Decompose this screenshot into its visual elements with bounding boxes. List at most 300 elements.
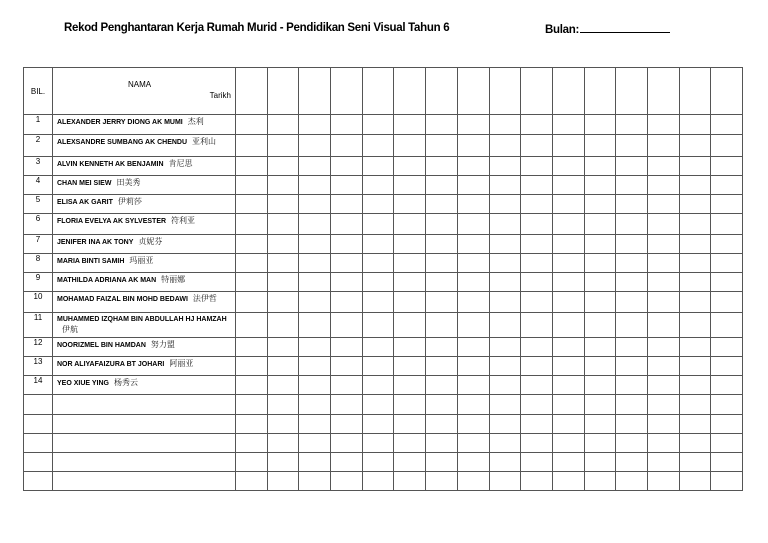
submission-cell[interactable] [362,338,394,357]
submission-cell[interactable] [331,273,363,292]
submission-cell[interactable] [267,176,299,195]
submission-cell[interactable] [457,313,489,338]
submission-cell[interactable] [647,415,679,434]
submission-cell[interactable] [331,434,363,453]
submission-cell[interactable] [584,157,616,176]
submission-cell[interactable] [489,472,521,491]
submission-cell[interactable] [331,214,363,235]
submission-cell[interactable] [521,157,553,176]
submission-cell[interactable] [457,472,489,491]
submission-cell[interactable] [236,434,268,453]
submission-cell[interactable] [489,254,521,273]
submission-cell[interactable] [521,453,553,472]
submission-cell[interactable] [489,395,521,415]
submission-cell[interactable] [457,157,489,176]
submission-cell[interactable] [236,254,268,273]
submission-cell[interactable] [267,376,299,395]
submission-cell[interactable] [584,338,616,357]
submission-cell[interactable] [679,273,711,292]
submission-cell[interactable] [267,292,299,313]
submission-cell[interactable] [711,235,743,254]
submission-cell[interactable] [552,115,584,135]
date-header-cell[interactable] [394,68,426,115]
submission-cell[interactable] [299,254,331,273]
submission-cell[interactable] [711,214,743,235]
submission-cell[interactable] [394,434,426,453]
submission-cell[interactable] [426,176,458,195]
date-header-cell[interactable] [362,68,394,115]
submission-cell[interactable] [489,273,521,292]
submission-cell[interactable] [426,273,458,292]
date-header-cell[interactable] [457,68,489,115]
submission-cell[interactable] [394,176,426,195]
submission-cell[interactable] [331,472,363,491]
submission-cell[interactable] [457,115,489,135]
submission-cell[interactable] [521,195,553,214]
submission-cell[interactable] [616,195,648,214]
submission-cell[interactable] [489,235,521,254]
submission-cell[interactable] [426,434,458,453]
submission-cell[interactable] [647,214,679,235]
submission-cell[interactable] [426,235,458,254]
submission-cell[interactable] [426,135,458,157]
date-header-cell[interactable] [489,68,521,115]
submission-cell[interactable] [394,292,426,313]
submission-cell[interactable] [584,135,616,157]
submission-cell[interactable] [489,292,521,313]
date-header-cell[interactable] [426,68,458,115]
submission-cell[interactable] [552,254,584,273]
submission-cell[interactable] [331,453,363,472]
submission-cell[interactable] [394,135,426,157]
submission-cell[interactable] [584,254,616,273]
submission-cell[interactable] [426,214,458,235]
submission-cell[interactable] [616,176,648,195]
submission-cell[interactable] [647,135,679,157]
submission-cell[interactable] [616,273,648,292]
submission-cell[interactable] [647,376,679,395]
submission-cell[interactable] [647,292,679,313]
submission-cell[interactable] [331,395,363,415]
submission-cell[interactable] [331,254,363,273]
date-header-cell[interactable] [647,68,679,115]
submission-cell[interactable] [584,453,616,472]
submission-cell[interactable] [362,195,394,214]
submission-cell[interactable] [236,376,268,395]
submission-cell[interactable] [711,313,743,338]
submission-cell[interactable] [647,195,679,214]
submission-cell[interactable] [489,376,521,395]
submission-cell[interactable] [679,195,711,214]
submission-cell[interactable] [267,313,299,338]
submission-cell[interactable] [394,195,426,214]
submission-cell[interactable] [616,157,648,176]
submission-cell[interactable] [521,434,553,453]
submission-cell[interactable] [521,214,553,235]
submission-cell[interactable] [521,415,553,434]
submission-cell[interactable] [236,338,268,357]
submission-cell[interactable] [299,157,331,176]
submission-cell[interactable] [394,472,426,491]
submission-cell[interactable] [711,157,743,176]
submission-cell[interactable] [457,434,489,453]
submission-cell[interactable] [331,176,363,195]
submission-cell[interactable] [616,434,648,453]
submission-cell[interactable] [236,357,268,376]
submission-cell[interactable] [362,313,394,338]
submission-cell[interactable] [299,472,331,491]
submission-cell[interactable] [679,235,711,254]
submission-cell[interactable] [521,338,553,357]
submission-cell[interactable] [616,254,648,273]
submission-cell[interactable] [426,376,458,395]
submission-cell[interactable] [267,214,299,235]
submission-cell[interactable] [711,254,743,273]
submission-cell[interactable] [552,135,584,157]
submission-cell[interactable] [521,357,553,376]
submission-cell[interactable] [236,176,268,195]
submission-cell[interactable] [362,115,394,135]
submission-cell[interactable] [584,313,616,338]
submission-cell[interactable] [584,434,616,453]
submission-cell[interactable] [552,338,584,357]
submission-cell[interactable] [552,313,584,338]
submission-cell[interactable] [647,395,679,415]
submission-cell[interactable] [457,135,489,157]
submission-cell[interactable] [679,453,711,472]
submission-cell[interactable] [679,254,711,273]
submission-cell[interactable] [299,273,331,292]
submission-cell[interactable] [584,292,616,313]
submission-cell[interactable] [457,338,489,357]
date-header-cell[interactable] [236,68,268,115]
submission-cell[interactable] [584,214,616,235]
submission-cell[interactable] [679,415,711,434]
submission-cell[interactable] [362,157,394,176]
submission-cell[interactable] [267,135,299,157]
submission-cell[interactable] [426,453,458,472]
submission-cell[interactable] [267,195,299,214]
submission-cell[interactable] [489,135,521,157]
submission-cell[interactable] [679,292,711,313]
date-header-cell[interactable] [267,68,299,115]
submission-cell[interactable] [331,338,363,357]
submission-cell[interactable] [489,214,521,235]
submission-cell[interactable] [331,292,363,313]
submission-cell[interactable] [552,292,584,313]
submission-cell[interactable] [457,214,489,235]
submission-cell[interactable] [521,176,553,195]
submission-cell[interactable] [584,357,616,376]
submission-cell[interactable] [362,176,394,195]
submission-cell[interactable] [584,415,616,434]
submission-cell[interactable] [299,415,331,434]
submission-cell[interactable] [426,357,458,376]
submission-cell[interactable] [299,453,331,472]
submission-cell[interactable] [616,415,648,434]
submission-cell[interactable] [426,338,458,357]
date-header-cell[interactable] [299,68,331,115]
submission-cell[interactable] [584,273,616,292]
submission-cell[interactable] [489,176,521,195]
submission-cell[interactable] [489,357,521,376]
submission-cell[interactable] [426,472,458,491]
submission-cell[interactable] [331,376,363,395]
submission-cell[interactable] [362,453,394,472]
submission-cell[interactable] [521,115,553,135]
submission-cell[interactable] [552,434,584,453]
submission-cell[interactable] [489,157,521,176]
submission-cell[interactable] [711,273,743,292]
submission-cell[interactable] [267,415,299,434]
submission-cell[interactable] [489,313,521,338]
submission-cell[interactable] [521,273,553,292]
submission-cell[interactable] [489,195,521,214]
submission-cell[interactable] [584,115,616,135]
submission-cell[interactable] [267,472,299,491]
submission-cell[interactable] [521,292,553,313]
submission-cell[interactable] [647,313,679,338]
date-header-cell[interactable] [679,68,711,115]
submission-cell[interactable] [236,292,268,313]
submission-cell[interactable] [521,254,553,273]
submission-cell[interactable] [426,254,458,273]
submission-cell[interactable] [299,376,331,395]
submission-cell[interactable] [616,338,648,357]
submission-cell[interactable] [362,254,394,273]
submission-cell[interactable] [616,214,648,235]
submission-cell[interactable] [457,195,489,214]
submission-cell[interactable] [647,157,679,176]
submission-cell[interactable] [711,176,743,195]
submission-cell[interactable] [299,176,331,195]
submission-cell[interactable] [362,135,394,157]
submission-cell[interactable] [426,195,458,214]
submission-cell[interactable] [711,195,743,214]
submission-cell[interactable] [394,115,426,135]
submission-cell[interactable] [584,176,616,195]
submission-cell[interactable] [521,376,553,395]
submission-cell[interactable] [552,415,584,434]
submission-cell[interactable] [552,157,584,176]
submission-cell[interactable] [267,235,299,254]
submission-cell[interactable] [457,235,489,254]
submission-cell[interactable] [647,254,679,273]
submission-cell[interactable] [489,338,521,357]
submission-cell[interactable] [457,453,489,472]
date-header-cell[interactable] [711,68,743,115]
submission-cell[interactable] [394,395,426,415]
submission-cell[interactable] [679,313,711,338]
date-header-cell[interactable] [584,68,616,115]
submission-cell[interactable] [679,176,711,195]
submission-cell[interactable] [457,273,489,292]
submission-cell[interactable] [584,235,616,254]
submission-cell[interactable] [647,453,679,472]
submission-cell[interactable] [394,273,426,292]
submission-cell[interactable] [394,415,426,434]
submission-cell[interactable] [647,115,679,135]
date-header-cell[interactable] [331,68,363,115]
submission-cell[interactable] [394,376,426,395]
submission-cell[interactable] [552,195,584,214]
submission-cell[interactable] [299,214,331,235]
submission-cell[interactable] [457,415,489,434]
submission-cell[interactable] [299,313,331,338]
date-header-cell[interactable] [552,68,584,115]
submission-cell[interactable] [362,376,394,395]
submission-cell[interactable] [331,135,363,157]
submission-cell[interactable] [299,135,331,157]
submission-cell[interactable] [331,313,363,338]
submission-cell[interactable] [299,357,331,376]
submission-cell[interactable] [267,115,299,135]
submission-cell[interactable] [616,135,648,157]
submission-cell[interactable] [267,357,299,376]
submission-cell[interactable] [394,357,426,376]
date-header-cell[interactable] [616,68,648,115]
submission-cell[interactable] [394,338,426,357]
submission-cell[interactable] [552,357,584,376]
submission-cell[interactable] [394,453,426,472]
submission-cell[interactable] [647,235,679,254]
submission-cell[interactable] [584,376,616,395]
submission-cell[interactable] [616,292,648,313]
submission-cell[interactable] [679,395,711,415]
submission-cell[interactable] [426,157,458,176]
submission-cell[interactable] [299,115,331,135]
submission-cell[interactable] [394,157,426,176]
submission-cell[interactable] [711,434,743,453]
submission-cell[interactable] [616,313,648,338]
submission-cell[interactable] [362,395,394,415]
submission-cell[interactable] [457,176,489,195]
submission-cell[interactable] [457,357,489,376]
submission-cell[interactable] [616,395,648,415]
submission-cell[interactable] [331,157,363,176]
submission-cell[interactable] [552,235,584,254]
submission-cell[interactable] [647,273,679,292]
submission-cell[interactable] [267,273,299,292]
submission-cell[interactable] [362,273,394,292]
submission-cell[interactable] [299,434,331,453]
submission-cell[interactable] [299,195,331,214]
submission-cell[interactable] [711,415,743,434]
submission-cell[interactable] [616,472,648,491]
submission-cell[interactable] [236,157,268,176]
submission-cell[interactable] [362,357,394,376]
submission-cell[interactable] [267,157,299,176]
submission-cell[interactable] [362,472,394,491]
submission-cell[interactable] [331,235,363,254]
submission-cell[interactable] [362,292,394,313]
submission-cell[interactable] [679,434,711,453]
submission-cell[interactable] [331,195,363,214]
submission-cell[interactable] [616,453,648,472]
submission-cell[interactable] [679,115,711,135]
submission-cell[interactable] [711,115,743,135]
submission-cell[interactable] [616,376,648,395]
submission-cell[interactable] [489,115,521,135]
submission-cell[interactable] [679,135,711,157]
submission-cell[interactable] [521,472,553,491]
submission-cell[interactable] [331,415,363,434]
submission-cell[interactable] [552,214,584,235]
submission-cell[interactable] [711,292,743,313]
submission-cell[interactable] [236,395,268,415]
submission-cell[interactable] [552,395,584,415]
submission-cell[interactable] [552,453,584,472]
submission-cell[interactable] [647,472,679,491]
submission-cell[interactable] [394,254,426,273]
submission-cell[interactable] [679,376,711,395]
submission-cell[interactable] [236,415,268,434]
date-header-cell[interactable] [521,68,553,115]
submission-cell[interactable] [299,292,331,313]
submission-cell[interactable] [394,313,426,338]
submission-cell[interactable] [552,273,584,292]
submission-cell[interactable] [711,472,743,491]
submission-cell[interactable] [552,472,584,491]
submission-cell[interactable] [426,415,458,434]
submission-cell[interactable] [331,357,363,376]
submission-cell[interactable] [267,434,299,453]
submission-cell[interactable] [616,235,648,254]
submission-cell[interactable] [521,135,553,157]
submission-cell[interactable] [711,395,743,415]
submission-cell[interactable] [521,235,553,254]
submission-cell[interactable] [457,376,489,395]
submission-cell[interactable] [426,313,458,338]
submission-cell[interactable] [362,415,394,434]
submission-cell[interactable] [679,338,711,357]
submission-cell[interactable] [679,472,711,491]
submission-cell[interactable] [711,453,743,472]
submission-cell[interactable] [711,135,743,157]
submission-cell[interactable] [457,395,489,415]
submission-cell[interactable] [267,338,299,357]
submission-cell[interactable] [489,415,521,434]
submission-cell[interactable] [457,292,489,313]
submission-cell[interactable] [711,376,743,395]
submission-cell[interactable] [647,434,679,453]
submission-cell[interactable] [394,235,426,254]
submission-cell[interactable] [236,453,268,472]
submission-cell[interactable] [426,292,458,313]
submission-cell[interactable] [299,338,331,357]
submission-cell[interactable] [489,453,521,472]
submission-cell[interactable] [426,115,458,135]
submission-cell[interactable] [236,313,268,338]
submission-cell[interactable] [362,434,394,453]
submission-cell[interactable] [362,235,394,254]
submission-cell[interactable] [679,357,711,376]
submission-cell[interactable] [521,395,553,415]
submission-cell[interactable] [679,157,711,176]
submission-cell[interactable] [236,195,268,214]
submission-cell[interactable] [267,395,299,415]
submission-cell[interactable] [584,472,616,491]
submission-cell[interactable] [552,176,584,195]
submission-cell[interactable] [267,453,299,472]
submission-cell[interactable] [267,254,299,273]
submission-cell[interactable] [236,235,268,254]
submission-cell[interactable] [616,115,648,135]
submission-cell[interactable] [299,395,331,415]
submission-cell[interactable] [647,176,679,195]
submission-cell[interactable] [647,357,679,376]
submission-cell[interactable] [457,254,489,273]
